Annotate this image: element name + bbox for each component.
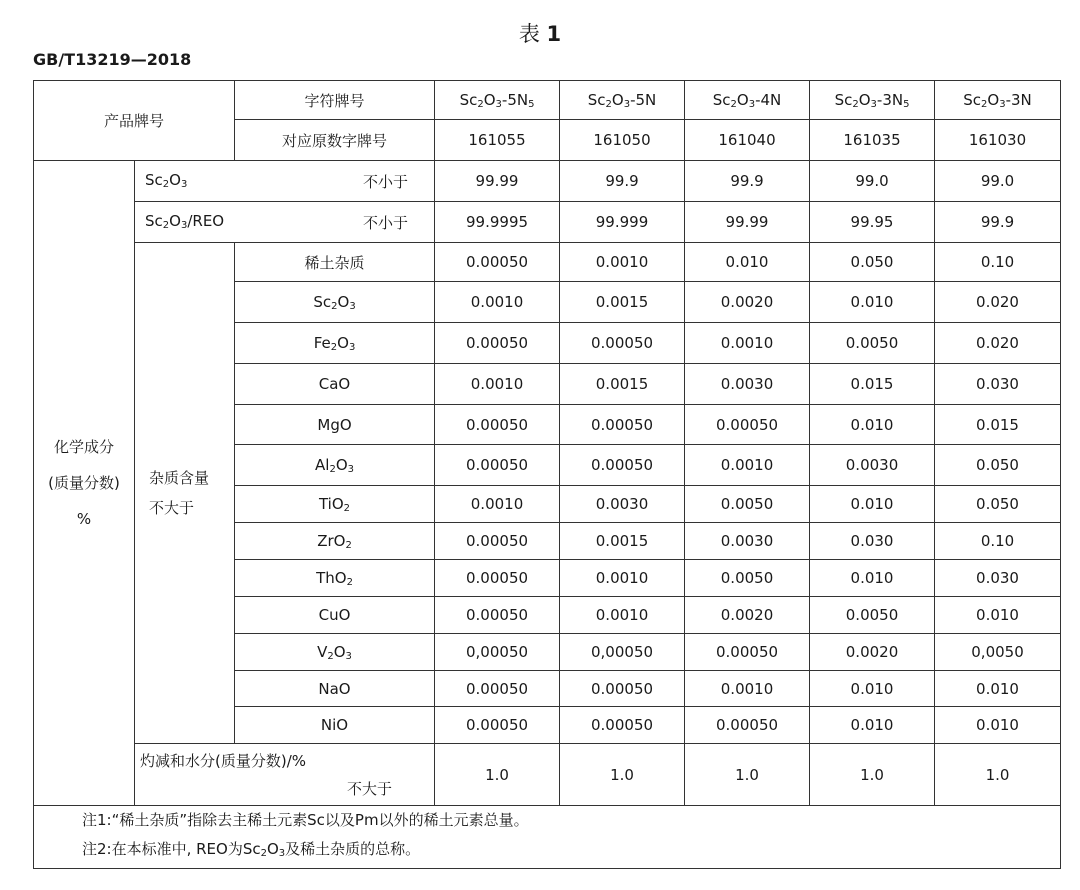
impurity-content-label [135, 243, 235, 744]
notes-cell [34, 806, 1061, 869]
grade-cell: $Sc_2O_3-4N$ [685, 81, 810, 120]
impurity-name: TiO$_2$ [235, 486, 435, 523]
value-cell: 0.020 [935, 282, 1061, 323]
value-cell: 0.0015 [560, 523, 685, 560]
value-cell: 0.0010 [560, 597, 685, 634]
value-cell: 0.050 [935, 486, 1061, 523]
value-cell: 1.0 [560, 744, 685, 806]
spec-table [33, 80, 1061, 869]
table-title: 表 1 [518, 22, 562, 46]
value-cell: 1.0 [935, 744, 1061, 806]
value-cell: 0.010 [935, 671, 1061, 707]
value-cell: 0.00050 [435, 445, 560, 486]
code-cell: 161055 [435, 120, 560, 161]
value-cell: 0.00050 [435, 323, 560, 364]
value-cell: 0.0020 [810, 634, 935, 671]
value-cell: 0.030 [810, 523, 935, 560]
value-cell: 0.00050 [435, 243, 560, 282]
value-cell: 0.0010 [560, 560, 685, 597]
value-cell: 0.0050 [810, 323, 935, 364]
chem-label-line: % [76, 510, 92, 528]
value-cell: 99.9995 [435, 202, 560, 243]
grade-cell: $Sc_2O_3-3N_5$ [810, 81, 935, 120]
loss-label-line: 灼减和水分(质量分数)/% [140, 751, 307, 770]
value-cell: 0,00050 [560, 634, 685, 671]
value-cell: 0.050 [810, 243, 935, 282]
impurity-name: CaO [235, 364, 435, 405]
value-cell: 0.0050 [810, 597, 935, 634]
note-2: 注2:在本标准中, REO为$Sc_2O_3$及稀土杂质的总称。 [82, 840, 421, 859]
main-row-qualifier: 不小于 [363, 173, 409, 191]
chem-composition-label [34, 161, 135, 806]
value-cell: 0.00050 [435, 671, 560, 707]
value-cell: 99.9 [560, 161, 685, 202]
value-cell: 0.00050 [560, 671, 685, 707]
value-cell: 0.00050 [435, 597, 560, 634]
code-cell: 161050 [560, 120, 685, 161]
main-row-name: $Sc_2O_3$/REO [145, 212, 225, 231]
value-cell: 0.0015 [560, 282, 685, 323]
impurity-name: NaO [235, 671, 435, 707]
value-cell: 0.015 [935, 405, 1061, 445]
value-cell: 0.10 [935, 523, 1061, 560]
value-cell: 0.0050 [685, 486, 810, 523]
value-cell: 0.020 [935, 323, 1061, 364]
value-cell: 99.99 [685, 202, 810, 243]
value-cell: 0.0010 [685, 445, 810, 486]
value-cell: 0.0015 [560, 364, 685, 405]
value-cell: 0.00050 [435, 707, 560, 744]
value-cell: 0.00050 [435, 405, 560, 445]
value-cell: 99.999 [560, 202, 685, 243]
chem-label-line: 化学成分 [53, 438, 114, 456]
value-cell: 0.010 [810, 405, 935, 445]
impurity-name: ZrO$_2$ [235, 523, 435, 560]
value-cell: 99.9 [935, 202, 1061, 243]
value-cell: 0.0020 [685, 597, 810, 634]
value-cell: 0,00050 [435, 634, 560, 671]
impurity-name: CuO [235, 597, 435, 634]
main-row-qualifier: 不小于 [363, 214, 409, 232]
impurity-name: $Fe_2O_3$ [235, 323, 435, 364]
value-cell: 0.0010 [435, 282, 560, 323]
impurity-name: $Sc_2O_3$ [235, 282, 435, 323]
value-cell: 0.010 [810, 282, 935, 323]
impurity-label-line: 不大于 [149, 499, 195, 517]
value-cell: 0.015 [810, 364, 935, 405]
impurity-name: NiO [235, 707, 435, 744]
value-cell: 99.95 [810, 202, 935, 243]
grade-cell: $Sc_2O_3-3N$ [935, 81, 1061, 120]
value-cell: 0.00050 [560, 405, 685, 445]
value-cell: 0.10 [935, 243, 1061, 282]
impurity-label-line: 杂质含量 [149, 469, 210, 487]
impurity-name: $V_2O_3$ [235, 634, 435, 671]
value-cell: 0.030 [935, 560, 1061, 597]
value-cell: 0.010 [935, 597, 1061, 634]
value-cell: 99.0 [810, 161, 935, 202]
main-row-label [135, 161, 435, 202]
value-cell: 0.00050 [685, 405, 810, 445]
value-cell: 0.0020 [685, 282, 810, 323]
value-cell: 0.00050 [685, 634, 810, 671]
value-cell: 0.030 [935, 364, 1061, 405]
impurity-name: $Al_2O_3$ [235, 445, 435, 486]
code-cell: 161035 [810, 120, 935, 161]
num-grade-header: 对应原数字牌号 [235, 120, 435, 161]
grade-cell: $Sc_2O_3-5N$ [560, 81, 685, 120]
value-cell: 0.00050 [685, 707, 810, 744]
value-cell: 0.00050 [560, 445, 685, 486]
value-cell: 0.00050 [435, 523, 560, 560]
value-cell: 0.010 [685, 243, 810, 282]
value-cell: 0.0010 [685, 671, 810, 707]
value-cell: 0.0010 [435, 486, 560, 523]
product-grade-header: 产品牌号 [34, 81, 235, 161]
code-cell: 161030 [935, 120, 1061, 161]
value-cell: 0.00050 [435, 560, 560, 597]
code-cell: 161040 [685, 120, 810, 161]
main-row-name: $Sc_2O_3$ [145, 171, 188, 190]
value-cell: 0.010 [810, 560, 935, 597]
value-cell: 0.0030 [685, 523, 810, 560]
standard-number: GB/T13219—2018 [33, 50, 192, 69]
chem-label-line: (质量分数) [48, 474, 120, 492]
value-cell: 0.0010 [560, 243, 685, 282]
loss-qualifier: 不大于 [347, 779, 393, 798]
impurity-name: 稀土杂质 [235, 243, 435, 282]
value-cell: 0.00050 [560, 323, 685, 364]
value-cell: 0.050 [935, 445, 1061, 486]
impurity-name: ThO$_2$ [235, 560, 435, 597]
value-cell: 0.0030 [560, 486, 685, 523]
value-cell: 0.0010 [685, 323, 810, 364]
value-cell: 1.0 [810, 744, 935, 806]
value-cell: 99.9 [685, 161, 810, 202]
value-cell: 0.010 [810, 707, 935, 744]
grade-cell: $Sc_2O_3-5N_5$ [435, 81, 560, 120]
loss-row-label [135, 744, 435, 806]
note-1: 注1:“稀土杂质”指除去主稀土元素Sc以及Pm以外的稀土元素总量。 [82, 811, 529, 829]
value-cell: 99.99 [435, 161, 560, 202]
impurity-name: MgO [235, 405, 435, 445]
value-cell: 0.0010 [435, 364, 560, 405]
value-cell: 0.0030 [810, 445, 935, 486]
value-cell: 0.0050 [685, 560, 810, 597]
value-cell: 0.00050 [560, 707, 685, 744]
value-cell: 1.0 [685, 744, 810, 806]
value-cell: 0.010 [810, 671, 935, 707]
value-cell: 1.0 [435, 744, 560, 806]
char-grade-header: 字符牌号 [235, 81, 435, 120]
value-cell: 99.0 [935, 161, 1061, 202]
main-row-label [135, 202, 435, 243]
value-cell: 0.010 [935, 707, 1061, 744]
value-cell: 0.010 [810, 486, 935, 523]
value-cell: 0,0050 [935, 634, 1061, 671]
value-cell: 0.0030 [685, 364, 810, 405]
